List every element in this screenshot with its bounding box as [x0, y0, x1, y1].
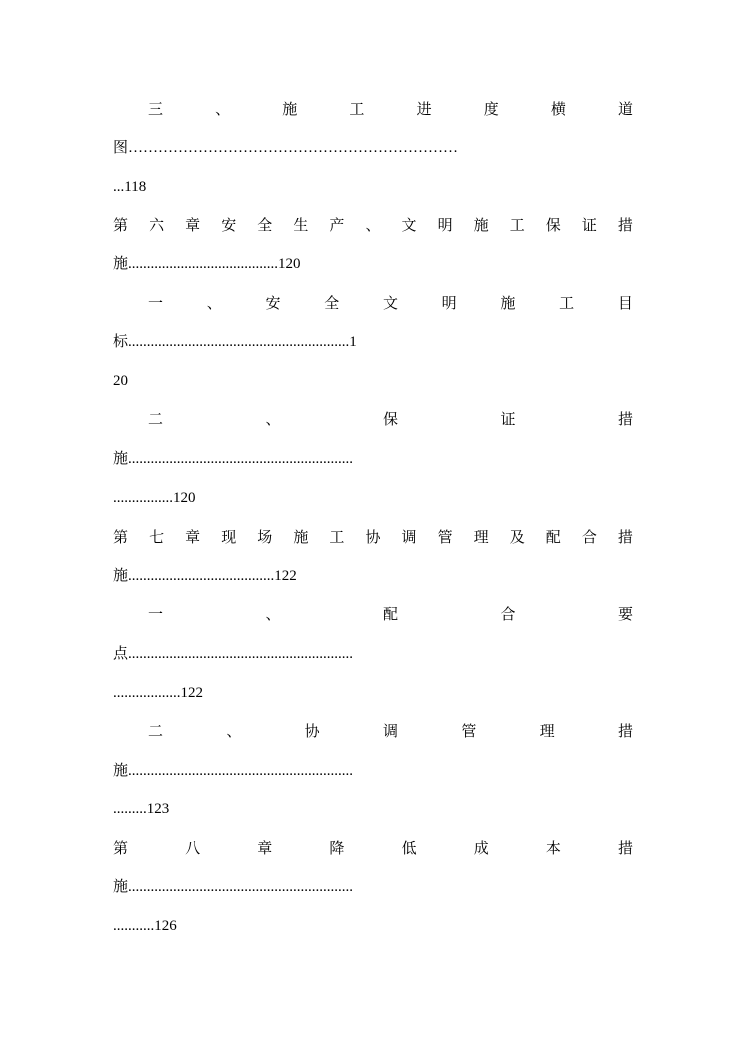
- toc-leader-line: 施............................................................: [113, 763, 354, 779]
- toc-char: 、: [265, 605, 281, 623]
- toc-char: 理: [539, 722, 555, 740]
- toc-char: 施: [282, 100, 298, 118]
- toc-char: 安: [221, 216, 237, 234]
- toc-char: 管: [437, 528, 453, 546]
- toc-char: 、: [215, 100, 231, 118]
- toc-char: 现: [221, 528, 237, 546]
- toc-char: 要: [617, 605, 633, 623]
- toc-char: 成: [473, 839, 489, 857]
- toc-char: 文: [401, 216, 417, 234]
- toc-title-line: [113, 213, 633, 237]
- toc-char: 一: [148, 605, 164, 623]
- toc-page-number-line: .........123: [113, 801, 170, 817]
- toc-char: 章: [257, 839, 273, 857]
- toc-char: 工: [349, 100, 365, 118]
- toc-leader-line: 标...........................................................1: [113, 334, 357, 350]
- toc-char: 降: [329, 839, 345, 857]
- toc-char: 度: [483, 100, 499, 118]
- toc-char: 、: [206, 294, 222, 312]
- toc-page-number-line: ................120: [113, 490, 196, 506]
- toc-leader-line: 施............................................................: [113, 451, 354, 467]
- toc-char: 文: [382, 294, 398, 312]
- toc-char: 措: [617, 839, 633, 857]
- toc-char: 八: [185, 839, 201, 857]
- toc-title-line: [113, 525, 633, 549]
- toc-char: 低: [401, 839, 417, 857]
- toc-char: 调: [401, 528, 417, 546]
- toc-char: 本: [545, 839, 561, 857]
- toc-title-line: [148, 407, 633, 431]
- toc-char: 调: [382, 722, 398, 740]
- toc-char: 第: [113, 528, 129, 546]
- toc-char: 明: [437, 216, 453, 234]
- toc-char: 工: [509, 216, 525, 234]
- toc-leader-line: 图…………………………………………………………: [113, 140, 459, 156]
- toc-char: 保: [382, 410, 398, 428]
- toc-char: 协: [365, 528, 381, 546]
- toc-char: 章: [185, 216, 201, 234]
- toc-title-line: [113, 836, 633, 860]
- toc-char: 施: [293, 528, 309, 546]
- toc-char: 明: [441, 294, 457, 312]
- toc-char: 协: [304, 722, 320, 740]
- toc-leader-line: 施............................................................: [113, 879, 354, 895]
- toc-char: 证: [500, 410, 516, 428]
- toc-page-number-line: ..................122: [113, 685, 203, 701]
- toc-char: 全: [257, 216, 273, 234]
- toc-char: 六: [149, 216, 165, 234]
- toc-char: 保: [545, 216, 561, 234]
- toc-leader-line: 施.......................................122: [113, 568, 297, 584]
- toc-char: 、: [265, 410, 281, 428]
- toc-char: 理: [473, 528, 489, 546]
- toc-char: 工: [329, 528, 345, 546]
- toc-char: 目: [617, 294, 633, 312]
- toc-char: 生: [293, 216, 309, 234]
- toc-char: 合: [500, 605, 516, 623]
- toc-char: 配: [382, 605, 398, 623]
- toc-char: 横: [550, 100, 566, 118]
- toc-char: 措: [617, 410, 633, 428]
- toc-char: 场: [257, 528, 273, 546]
- toc-title-line: [148, 291, 633, 315]
- toc-page-number-line: ...........126: [113, 918, 177, 934]
- toc-char: 二: [148, 410, 164, 428]
- toc-char: 全: [324, 294, 340, 312]
- toc-page-number-line: ...118: [113, 179, 147, 195]
- toc-char: 二: [148, 722, 164, 740]
- toc-char: 第: [113, 839, 129, 857]
- toc-leader-line: 施........................................120: [113, 256, 301, 272]
- toc-char: 一: [148, 294, 164, 312]
- toc-char: 措: [617, 216, 633, 234]
- toc-char: 第: [113, 216, 129, 234]
- toc-char: 七: [149, 528, 165, 546]
- toc-title-line: [148, 97, 633, 121]
- toc-char: 证: [581, 216, 597, 234]
- toc-char: 、: [226, 722, 242, 740]
- toc-char: 合: [581, 528, 597, 546]
- toc-char: 安: [265, 294, 281, 312]
- toc-char: 三: [148, 100, 164, 118]
- toc-char: 产: [329, 216, 345, 234]
- toc-char: 工: [559, 294, 575, 312]
- toc-leader-line: 点............................................................: [113, 646, 354, 662]
- toc-char: 施: [500, 294, 516, 312]
- toc-char: 配: [545, 528, 561, 546]
- toc-char: 章: [185, 528, 201, 546]
- toc-char: 管: [461, 722, 477, 740]
- toc-char: 及: [509, 528, 525, 546]
- toc-char: 施: [473, 216, 489, 234]
- toc-char: 进: [416, 100, 432, 118]
- toc-page-number-line: 20: [113, 373, 128, 389]
- toc-char: 措: [617, 528, 633, 546]
- toc-char: 道: [617, 100, 633, 118]
- toc-char: 、: [365, 216, 381, 234]
- toc-title-line: [148, 602, 633, 626]
- toc-title-line: [148, 719, 633, 743]
- toc-char: 措: [617, 722, 633, 740]
